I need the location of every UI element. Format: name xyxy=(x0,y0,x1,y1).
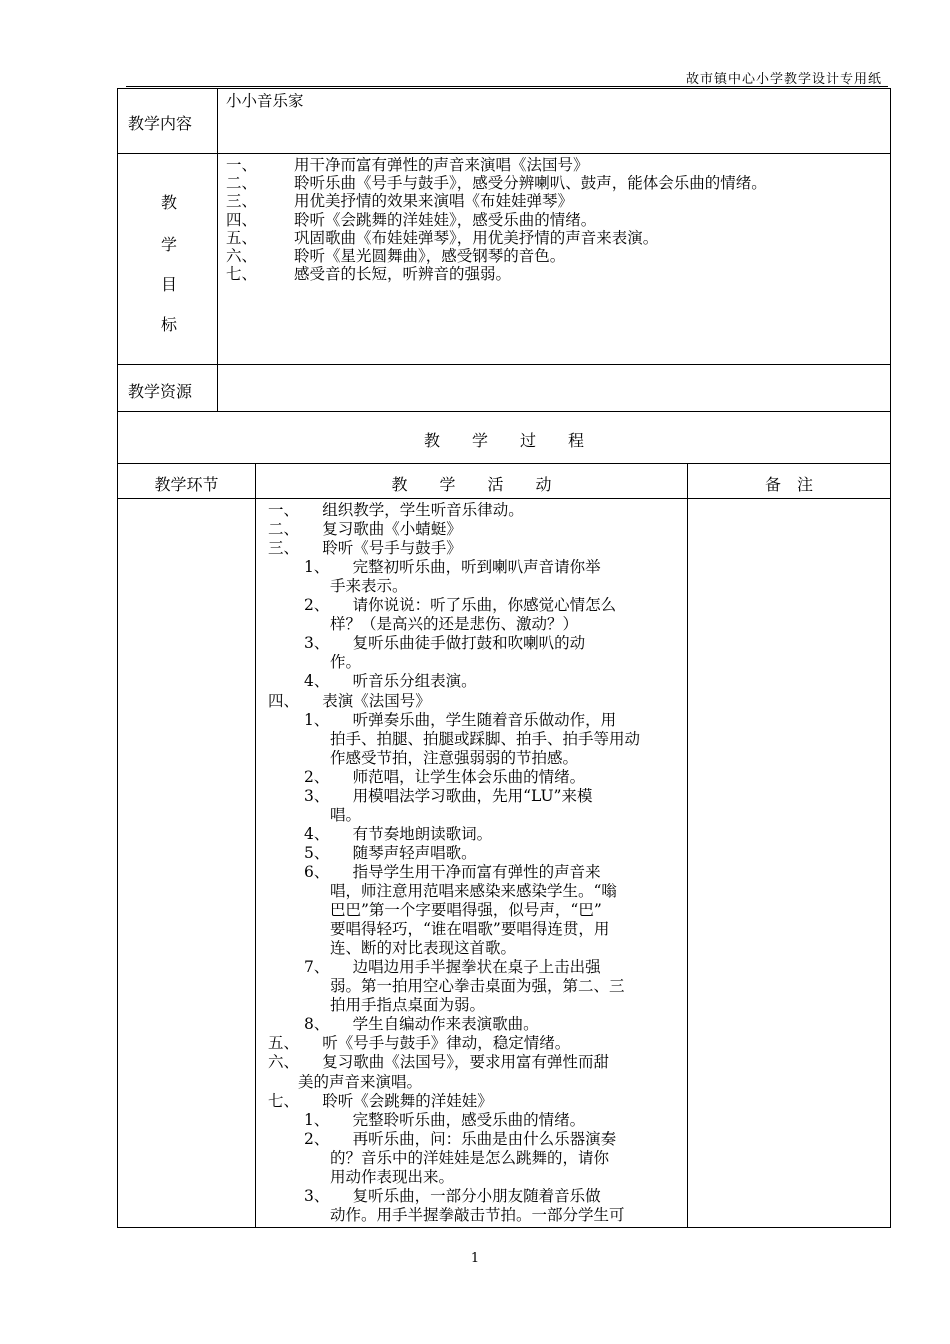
stage-body-cell xyxy=(117,498,256,1228)
activity-line: 拍手、拍腿、拍腿或踩脚、拍手、拍手等用动 xyxy=(330,729,641,748)
activity-body-cell xyxy=(255,498,688,1228)
goals-label-char-4: 标 xyxy=(161,315,178,334)
activity-line: 动作。用手半握拳敲击节拍。一部分学生可 xyxy=(330,1205,625,1224)
activity-line: 手来表示。 xyxy=(330,577,408,596)
activity-line: 6、 指导学生用干净而富有弹性的声音来 xyxy=(304,862,601,881)
activity-line: 作。 xyxy=(330,653,362,672)
activity-line: 3、 用模唱法学习歌曲，先用“LU”来模 xyxy=(304,786,593,805)
activity-line: 样？（是高兴的还是悲伤、激动？） xyxy=(330,615,579,634)
goal-text: 用干净而富有弹性的声音来演唱《法国号》 xyxy=(294,156,589,174)
resources-label: 教学资源 xyxy=(128,382,193,401)
activity-line: 一、 组织教学，学生听音乐律动。 xyxy=(268,501,524,519)
activity-line: 8、 学生自编动作来表演歌曲。 xyxy=(304,1015,539,1034)
goal-text: 用优美抒情的效果来演唱《布娃娃弹琴》 xyxy=(294,192,574,211)
goal-number: 七、 xyxy=(226,265,258,284)
activity-line: 的？音乐中的洋娃娃是怎么跳舞的，请你 xyxy=(330,1148,610,1167)
activity-line: 1、 听弹奏乐曲，学生随着音乐做动作，用 xyxy=(304,710,617,729)
goal-number: 六、 xyxy=(226,247,258,265)
notes-header: 备 注 xyxy=(764,475,813,494)
activity-line: 要唱得轻巧，“谁在唱歌”要唱得连贯，用 xyxy=(330,920,610,939)
goal-text: 聆听乐曲《号手与鼓手》，感受分辨喇叭、鼓声，能体会乐曲的情绪。 xyxy=(294,174,767,193)
activity-line: 七、 聆听《会跳舞的洋娃娃》 xyxy=(268,1091,493,1110)
activity-line: 1、 完整聆听乐曲，感受乐曲的情绪。 xyxy=(304,1110,586,1129)
activity-line: 三、 聆听《号手与鼓手》 xyxy=(268,539,462,558)
activity-line: 五、 听《号手与鼓手》律动，稳定情绪。 xyxy=(268,1034,571,1053)
activity-line: 四、 表演《法国号》 xyxy=(268,691,431,710)
activity-header: 教 学 活 动 xyxy=(391,475,552,494)
stage-header-cell xyxy=(117,463,256,499)
goal-text: 聆听《会跳舞的洋娃娃》，感受乐曲的情绪。 xyxy=(294,210,597,229)
activity-header-cell xyxy=(255,463,688,499)
stage-header: 教学环节 xyxy=(154,475,219,494)
content-label: 教学内容 xyxy=(128,114,193,133)
activity-line: 2、 师范唱，让学生体会乐曲的情绪。 xyxy=(304,767,586,786)
resources-value-cell xyxy=(217,364,891,412)
activity-line: 美的声音来演唱。 xyxy=(298,1072,423,1091)
activity-line: 5、 随琴声轻声唱歌。 xyxy=(304,843,477,862)
activity-line: 2、 请你说说：听了乐曲，你感觉心情怎么 xyxy=(304,596,617,615)
goals-label-char-3: 目 xyxy=(161,275,178,294)
goals-list-cell xyxy=(217,153,891,365)
content-label-cell xyxy=(117,88,218,154)
goals-label-char-2: 学 xyxy=(161,235,178,254)
activity-line: 3、 复听乐曲徒手做打鼓和吹喇叭的动 xyxy=(304,634,586,653)
activity-line: 1、 完整初听乐曲，听到喇叭声音请你举 xyxy=(304,558,601,577)
activity-line: 2、 再听乐曲，问：乐曲是由什么乐器演奏 xyxy=(304,1129,617,1148)
goal-number: 一、 xyxy=(226,156,258,174)
header-rule xyxy=(126,86,888,87)
activity-line: 拍用手指点桌面为弱。 xyxy=(330,996,486,1015)
activity-line: 4、 听音乐分组表演。 xyxy=(304,672,477,691)
goal-number: 三、 xyxy=(226,192,258,211)
goal-number: 五、 xyxy=(226,228,258,247)
activity-line: 巴巴”第一个字要唱得强，似号声，“巴” xyxy=(330,901,602,920)
activity-line: 二、 复习歌曲《小蜻蜓》 xyxy=(268,520,462,539)
activity-line: 用动作表现出来。 xyxy=(330,1167,455,1186)
goal-text: 感受音的长短，听辨音的强弱。 xyxy=(294,265,512,284)
activity-line: 4、 有节奏地朗读歌词。 xyxy=(304,824,493,843)
process-title-cell xyxy=(117,411,891,464)
content-value-cell xyxy=(217,88,891,154)
page-number: 1 xyxy=(470,1251,480,1266)
process-title: 教 学 过 程 xyxy=(423,431,584,450)
header-school-name: 故市镇中心小学教学设计专用纸 xyxy=(685,72,882,87)
goal-text: 聆听《星光圆舞曲》，感受钢琴的音色。 xyxy=(294,247,566,265)
goal-number: 二、 xyxy=(226,174,258,193)
activity-line: 作感受节拍，注意强弱弱的节拍感。 xyxy=(330,748,579,767)
activity-line: 唱，师注意用范唱来感染来感染学生。“嗡 xyxy=(330,882,617,900)
activity-line: 3、 复听乐曲，一部分小朋友随着音乐做 xyxy=(304,1186,601,1205)
notes-body-cell xyxy=(687,498,891,1228)
goal-number: 四、 xyxy=(226,210,258,229)
activity-line: 唱。 xyxy=(330,805,362,824)
goals-label-char-1: 教 xyxy=(161,193,178,212)
activity-line: 弱。第一拍用空心拳击桌面为强，第二、三 xyxy=(330,977,625,996)
goal-text: 巩固歌曲《布娃娃弹琴》，用优美抒情的声音来表演。 xyxy=(294,228,659,247)
activity-line: 连、断的对比表现这首歌。 xyxy=(330,939,517,958)
activity-line: 六、 复习歌曲《法国号》，要求用富有弹性而甜 xyxy=(268,1053,610,1072)
resources-label-cell xyxy=(117,364,218,412)
content-value: 小小音乐家 xyxy=(226,92,304,110)
activity-line: 7、 边唱边用手半握拳状在桌子上击出强 xyxy=(304,958,601,977)
goals-label-cell xyxy=(117,153,218,365)
notes-header-cell xyxy=(687,463,891,499)
